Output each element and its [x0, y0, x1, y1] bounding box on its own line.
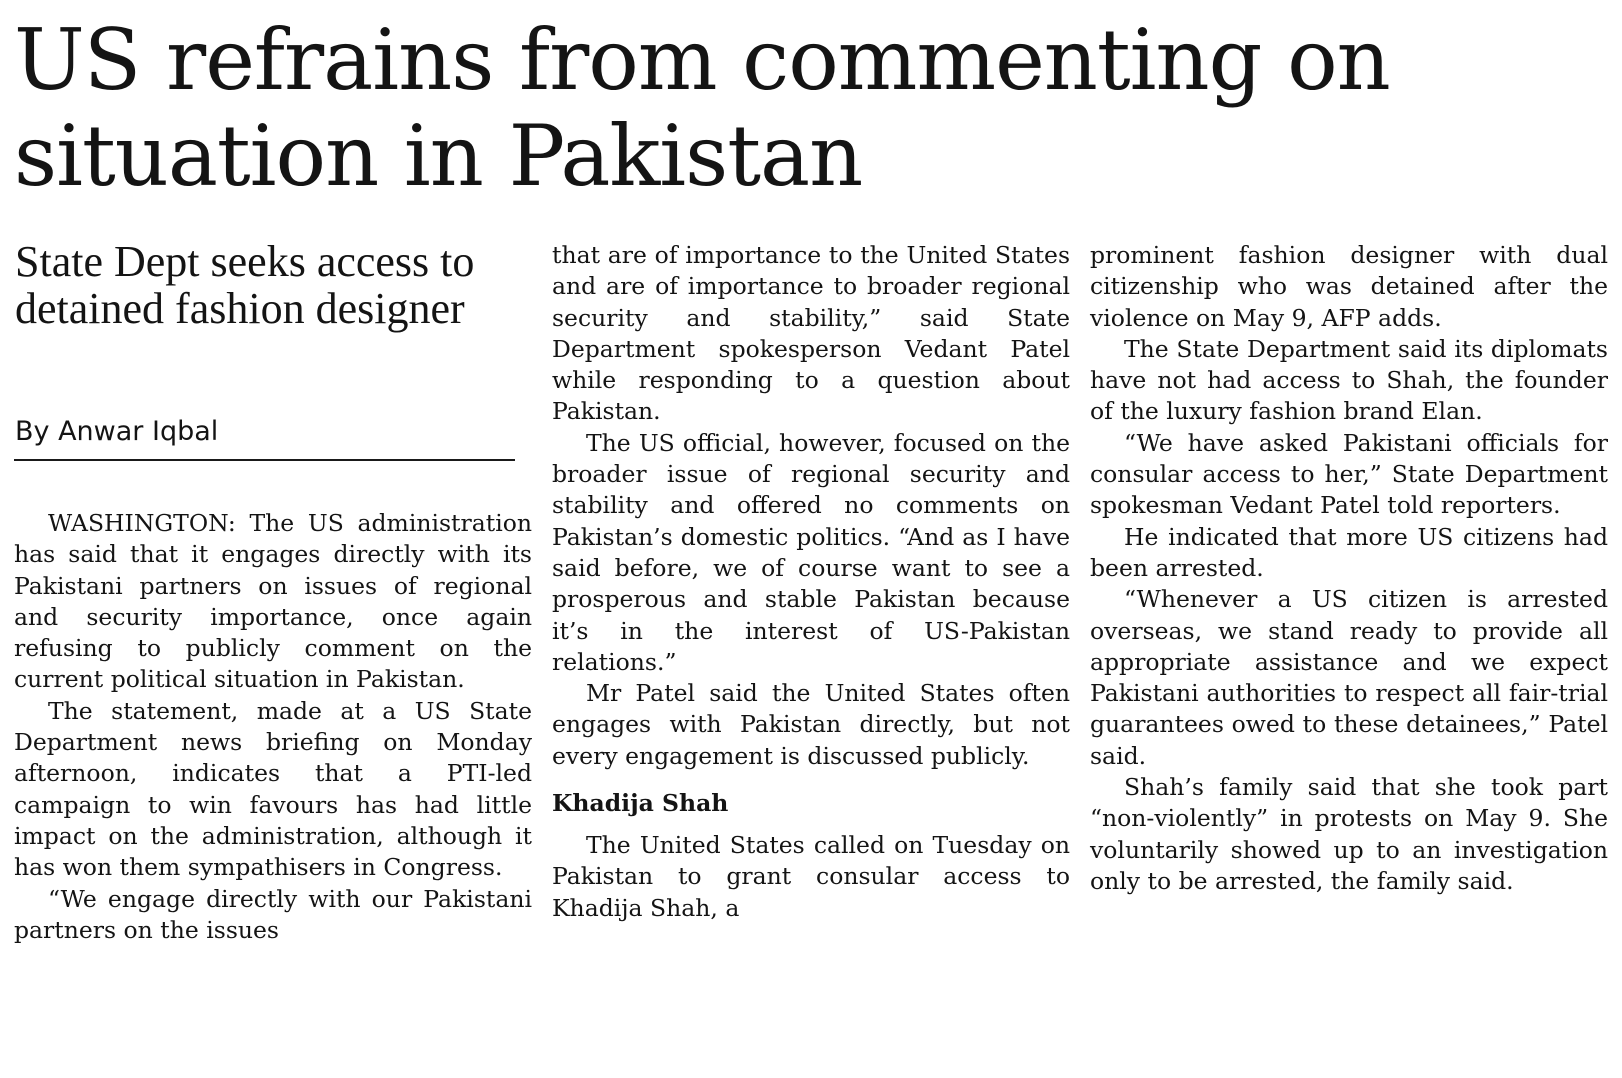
paragraph: The US official, however, focused on the broader issue of regional security and stability and offered no comments on Pakistan’s domestic politics. “And as I have said before, we of course want to see a prosperous and stable Pakistan because it’s in the interest of US-Pakistan relations.” — [552, 428, 1070, 676]
paragraph: Shah’s family said that she took part “non-violently” in protests on May 9. She voluntarily showed up to an investigation only to be arrested, the family said. — [1090, 773, 1608, 895]
paragraph: “Whenever a US citizen is arrested overseas, we stand ready to provide all appropriate assistance and we expect Pakistani authorities to respect all fair-trial guarantees owed to these detainees,” Patel said. — [1090, 585, 1608, 770]
article-column-1 — [14, 508, 532, 946]
headline: US refrains from commenting on situation in Pakistan — [14, 11, 1390, 205]
byline: By Anwar Iqbal — [15, 416, 219, 447]
article-column-3 — [1090, 240, 1608, 897]
paragraph: The statement, made at a US State Department news briefing on Monday afternoon, indicates that a PTI-led campaign to win favours has had little impact on the administration, although it has won them sympathisers in Congress. — [14, 696, 532, 882]
paragraph: prominent fashion designer with dual citizenship who was detained after the violence on May 9, AFP adds. — [1090, 241, 1608, 332]
paragraph: “We have asked Pakistani officials for consular access to her,” State Department spokesman Vedant Patel told reporters. — [1090, 428, 1608, 520]
article-column-2 — [552, 240, 1070, 924]
paragraph: that are of importance to the United States and are of importance to broader regional security and stability,” said State Department spokesperson Vedant Patel while responding to a question about Pakistan. — [552, 241, 1070, 426]
section-heading: Khadija Shah — [552, 789, 729, 818]
paragraph: The State Department said its diplomats have not had access to Shah, the founder of the luxury fashion brand Elan. — [1090, 334, 1608, 426]
paragraph: Mr Patel said the United States often engages with Pakistan directly, but not every engagement is discussed publicly. — [552, 679, 1070, 770]
paragraph: The United States called on Tuesday on Pakistan to grant consular access to Khadija Shah, a — [552, 831, 1070, 922]
byline-divider — [14, 459, 515, 461]
paragraph: “We engage directly with our Pakistani partners on the issues — [14, 884, 532, 944]
subheadline: State Dept seeks access to detained fashion designer — [15, 237, 475, 333]
paragraph: WASHINGTON: The US administration has said that it engages directly with its Pakistani partners on issues of regional and security importance, once again refusing to publicly comment on the current political situation in Pakistan. — [14, 509, 532, 694]
paragraph: He indicated that more US citizens had been arrested. — [1090, 522, 1608, 582]
